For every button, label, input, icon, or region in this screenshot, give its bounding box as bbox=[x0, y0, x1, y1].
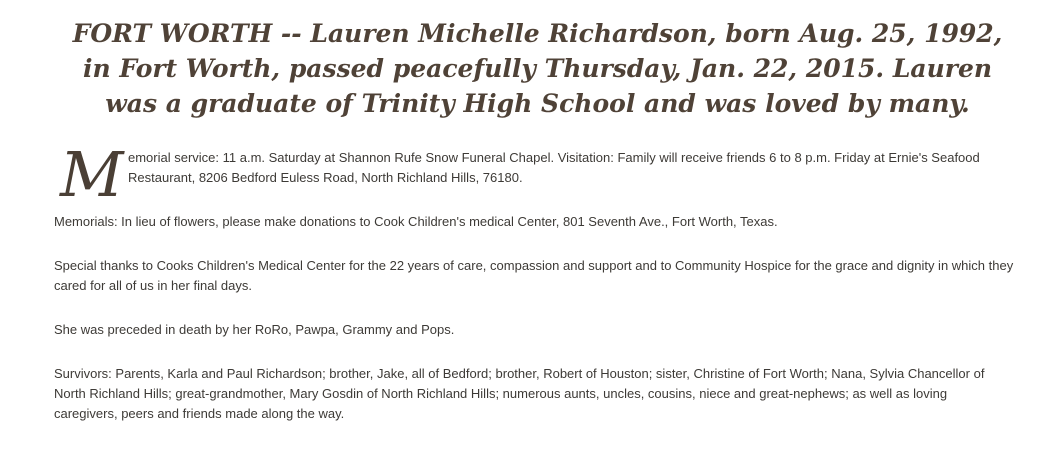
survivors-paragraph: Survivors: Parents, Karla and Paul Richardson; brother, Jake, all of Bedford; brother, Robert of Houston; sister, Christine of Fort Worth; Nana, Sylvia Chancellor of North Richland Hills; great-grandmother, Mary Gosdin of North Richland Hills; numerous aunts, uncles, cousins, niece and great-nephews; as well as loving caregivers, peers and friends made along the way. bbox=[54, 366, 985, 421]
memorial-service-text: emorial service: 11 a.m. Saturday at Shannon Rufe Snow Funeral Chapel. Visitation: Family will receive friends 6 to 8 p.m. Friday at Ernie's Seafood Restaurant, 8206 Bedford Euless Road, North Richland Hills, 76180. bbox=[128, 150, 980, 185]
thanks-paragraph: Special thanks to Cooks Children's Medical Center for the 22 years of care, compassion and support and to Community Hospice for the grace and dignity in which they cared for all of us in her final days. bbox=[54, 258, 1014, 293]
lead-paragraph: FORT WORTH -- Lauren Michelle Richardson, born Aug. 25, 1992, in Fort Worth, passed peacefully Thursday, Jan. 22, 2015. Lauren was a graduate of Trinity High School and was loved by many. bbox=[72, 19, 1003, 118]
drop-cap: M bbox=[60, 138, 124, 211]
memorials-paragraph: Memorials: In lieu of flowers, please make donations to Cook Children's medical Center, 801 Seventh Ave., Fort Worth, Texas. bbox=[54, 214, 778, 229]
preceded-paragraph: She was preceded in death by her RoRo, Pawpa, Grammy and Pops. bbox=[54, 322, 455, 337]
article-body bbox=[54, 138, 1014, 424]
memorial-service-paragraph bbox=[54, 138, 1014, 212]
